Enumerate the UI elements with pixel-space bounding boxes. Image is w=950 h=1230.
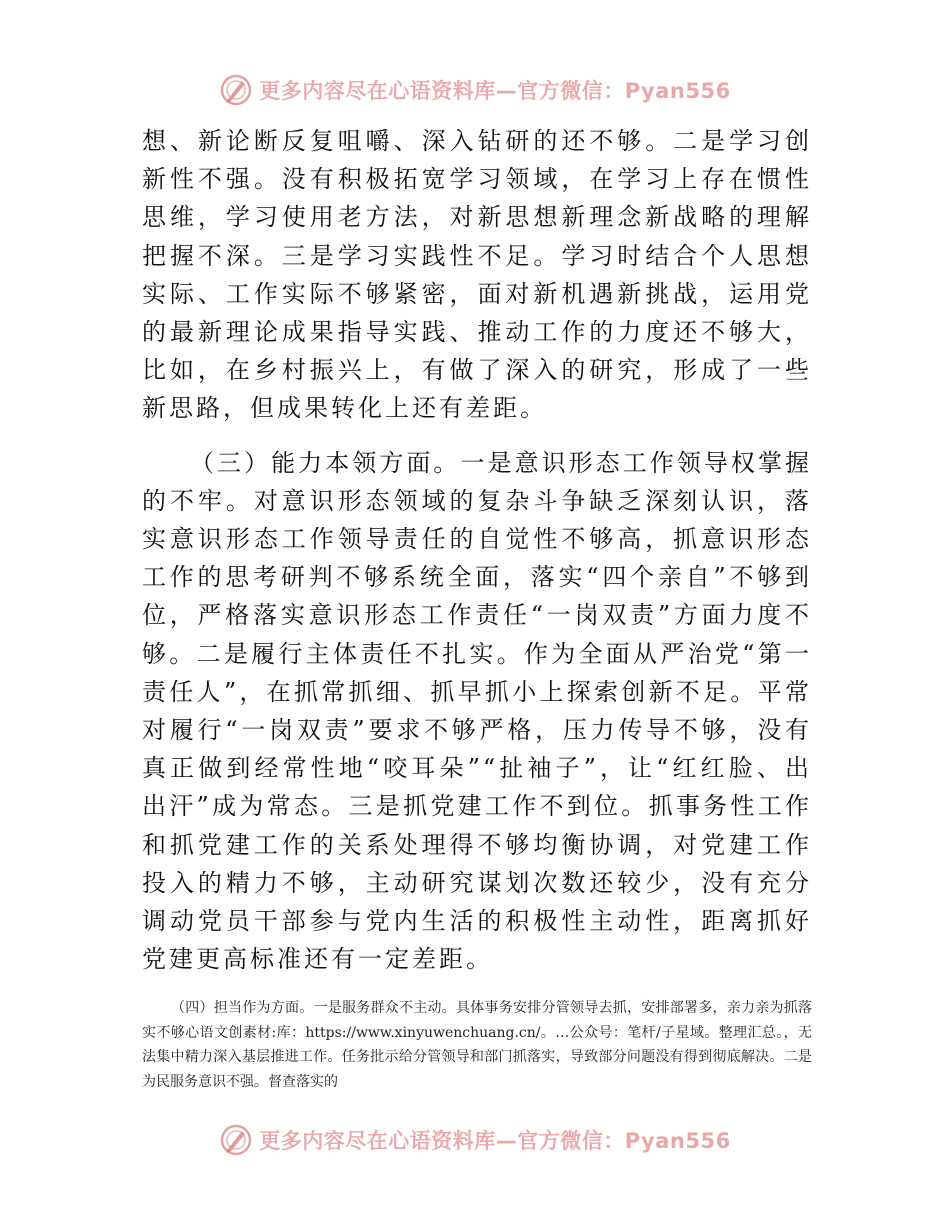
paragraph-ability-section: （三）能力本领方面。一是意识形态工作领导权掌握的不牢。对意识形态领域的复杂斗争缺乏深刻认识，落实意识形态工作领导责任的自觉性不够高，抓意识形态工作的思考研判不够系统全面，落实“四个亲自”不够到位，严格落实意识形态工作责任“一岗双责”方面力度不够。二是履行主体责任不扎实。作为全面从严治党“第一责任人”，在抓常抓细、抓早抓小上探索创新不足。平常对履行“一岗双责”要求不够严格，压力传导不够，没有真正做到经常性地“咬耳朵”“扯袖子”，让“红红脸、出出汗”成为常态。三是抓党建工作不到位。抓事务性工作和抓党建工作的关系处理得不够均衡协调，对党建工作投入的精力不够，主动研究谋划次数还较少，没有充分调动党员干部参与党内生活的积极性主动性，距离抓好党建更高标准还有一定差距。 [142, 448, 812, 974]
pen-logo-icon [219, 73, 253, 107]
paragraph-continuation: 想、新论断反复咀嚼、深入钻研的还不够。二是学习创新性不强。没有积极拓宽学习领域，在学习上存在惯性思维，学习使用老方法，对新思想新理念新战略的理解把握不深。三是学习实践性不足。学习时结合个人思想实际、工作实际不够紧密，面对新机遇新挑战，运用党的最新理论成果指导实践、推动工作的力度还不够大，比如，在乡村振兴上，有做了深入的研究，形成了一些新思路，但成果转化上还有差距。 [142, 127, 812, 423]
header-banner-text: 更多内容尽在心语资料库—官方微信：Pyan556 [259, 79, 731, 103]
paragraph-responsibility-section: （四）担当作为方面。一是服务群众不主动。具体事务安排分管领导去抓，安排部署多，亲力亲为抓落实不够心语文创素材:库：https://www.xinyuwenchuang.cn/。…公众号：笔杆/子星域。整理汇总。，无法集中精力深入基层推进工作。任务批示给分管领导和部门抓落实，导致部分问题没有得到彻底解决。二是为民服务意识不强。督查落实的 [142, 1000, 812, 1090]
footer-banner [0, 1120, 950, 1160]
document-body [142, 122, 812, 1094]
footer-banner-text: 更多内容尽在心语资料库—官方微信：Pyan556 [259, 1129, 731, 1153]
header-banner [0, 70, 950, 110]
pen-logo-icon [219, 1123, 253, 1157]
